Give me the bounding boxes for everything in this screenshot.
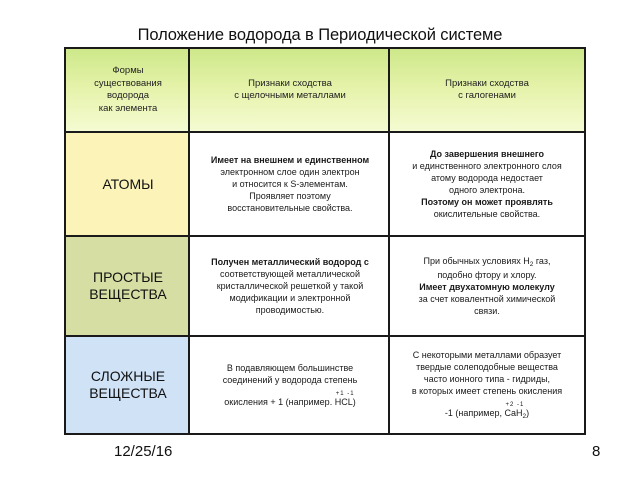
cell-text: При обычных условиях H <box>423 256 530 266</box>
cell-complex-alkali <box>190 337 390 433</box>
header-alkali-line: Признаки сходства <box>248 77 332 89</box>
formula-text: HCL) <box>334 397 356 407</box>
cell-text: ) <box>526 408 530 418</box>
cell-line: электронном слое один электрон <box>220 167 360 177</box>
header-forms-line: как элемента <box>98 102 158 114</box>
formula-hcl <box>334 391 356 407</box>
header-cell-alkali <box>190 49 390 131</box>
row-divider <box>66 235 584 237</box>
subscript: 2 <box>522 413 527 420</box>
row-label-text: ВЕЩЕСТВА <box>89 286 167 302</box>
cell-line: одного электрона. <box>449 185 525 195</box>
footer-date: 12/25/16 <box>114 443 173 460</box>
cell-line: атому водорода недостает <box>431 173 543 183</box>
cell-line: соответствующей металлической <box>220 269 360 279</box>
row-label-text: ВЕЩЕСТВА <box>89 385 167 401</box>
cell-line <box>412 402 562 421</box>
cell-simple-halogen <box>390 237 584 335</box>
header-forms-line: существования <box>94 77 162 89</box>
header-cell-forms <box>66 49 190 131</box>
hydrogen-comparison-table <box>64 47 586 435</box>
cell-line: окислительные свойства. <box>433 209 541 219</box>
row-divider <box>66 335 584 337</box>
row-label-text: ПРОСТЫЕ <box>93 269 163 285</box>
cell-text: газ, <box>533 256 551 266</box>
header-cell-halogen <box>390 49 584 131</box>
cell-line: кристаллической решеткой у такой <box>216 281 364 291</box>
cell-line: Имеет двухатомную молекулу <box>419 282 555 292</box>
page-number: 8 <box>592 443 601 460</box>
cell-line: подобно фтору и хлору. <box>437 270 537 280</box>
formula-cah2 <box>504 402 527 420</box>
cell-line: за счет ковалентной химической <box>418 294 556 304</box>
row-label-text: АТОМЫ <box>102 175 154 192</box>
cell-line: твердые солеподобные вещества <box>416 362 558 372</box>
formula-text: CaH <box>504 408 523 418</box>
cell-line: Получен металлический водород с <box>211 257 369 267</box>
slide-title: Положение водорода в Периодической системе <box>137 26 503 44</box>
cell-simple-alkali <box>190 237 390 335</box>
row-label-atoms <box>66 133 190 235</box>
cell-atoms-alkali <box>190 133 390 235</box>
cell-line: В подавляющем большинстве <box>226 363 354 373</box>
cell-complex-halogen <box>390 337 584 433</box>
cell-line: До завершения внешнего <box>429 149 545 159</box>
cell-line: и относится к S-элементам. <box>232 179 348 189</box>
cell-atoms-halogen <box>390 133 584 235</box>
cell-line <box>223 391 358 408</box>
header-forms-line: Формы <box>112 65 144 76</box>
cell-line: восстановительные свойства. <box>227 203 353 213</box>
cell-line: проводимостью. <box>255 305 325 315</box>
cell-line <box>419 255 556 269</box>
header-forms-line: водорода <box>106 90 150 101</box>
header-alkali-line: с щелочными металлами <box>234 90 346 101</box>
column-divider <box>188 49 190 433</box>
row-label-complex-substances <box>66 337 190 433</box>
cell-line: в которых имеет степень окисления <box>411 386 563 396</box>
cell-line: Проявляет поэтому <box>249 191 331 201</box>
cell-line: Поэтому он может проявлять <box>421 197 553 207</box>
column-divider <box>388 49 390 433</box>
cell-line: соединений у водорода степень <box>222 375 358 385</box>
cell-line: Имеет на внешнем и единственном <box>210 155 370 165</box>
row-divider <box>66 131 584 133</box>
header-halogen-line: с галогенами <box>458 90 516 101</box>
row-label-simple-substances <box>66 237 190 335</box>
cell-line: С некоторыми металлами образует <box>412 350 562 360</box>
header-halogen-line: Признаки сходства <box>445 77 529 89</box>
cell-line: модификации и электронной <box>229 293 351 303</box>
cell-line: связи. <box>474 306 500 316</box>
row-label-text: СЛОЖНЫЕ <box>90 368 166 384</box>
subscript: 2 <box>529 261 534 268</box>
cell-text: -1 (например, <box>444 408 505 418</box>
oxidation-states: +2 -1 <box>505 402 525 408</box>
cell-line: часто ионного типа - гидриды, <box>423 374 551 384</box>
oxidation-states: +1 -1 <box>335 391 355 397</box>
cell-line: и единственного электронного слоя <box>412 161 562 171</box>
cell-text: окисления + 1 (например. <box>224 397 333 407</box>
